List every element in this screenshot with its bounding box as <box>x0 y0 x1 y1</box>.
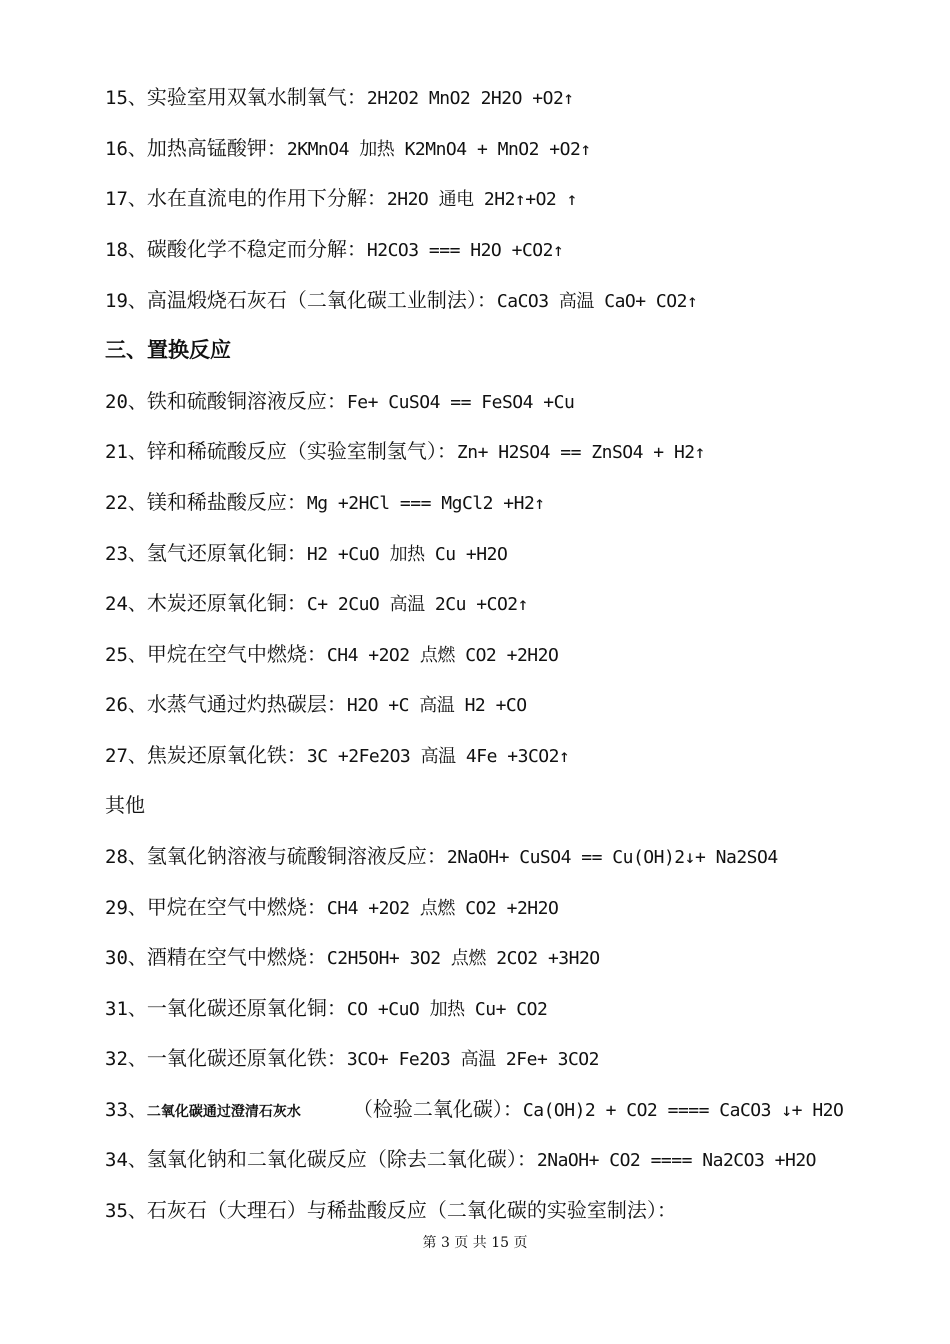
line-number: 23、 <box>105 543 147 565</box>
line-number: 30、 <box>105 947 147 969</box>
chemical-equation: Mg +2HCl === MgCl2 +H2↑ <box>306 493 545 514</box>
chemical-equation: CO +CuO 加热 Cu+ CO2 <box>346 999 548 1020</box>
line-text: 酒精在空气中燃烧： <box>146 945 327 969</box>
equation-line <box>105 232 563 266</box>
line-text: 氢气还原氧化铜： <box>146 541 307 565</box>
chemical-equation: 2NaOH+ CO2 ==== Na2CO3 +H2O <box>536 1150 816 1171</box>
line-text: 三、置换反应 <box>105 337 231 362</box>
line-number: 17、 <box>105 188 147 210</box>
chemical-equation: 3CO+ Fe2O3 高温 2Fe+ 3CO2 <box>346 1049 599 1070</box>
line-tail-text: （检验二氧化碳）： <box>352 1097 523 1121</box>
chemical-equation: Zn+ H2SO4 == ZnSO4 + H2↑ <box>456 442 705 463</box>
chemical-equation: CaCO3 高温 CaO+ CO2↑ <box>496 291 698 312</box>
chemical-equation: 2H2O 通电 2H2↑+O2 ↑ <box>386 189 577 210</box>
line-number: 25、 <box>105 644 147 666</box>
equation-line <box>105 586 528 620</box>
equation-line <box>105 434 705 468</box>
chemical-equation: 3C +2Fe2O3 高温 4Fe +3CO2↑ <box>306 746 570 767</box>
line-number: 31、 <box>105 998 147 1020</box>
line-text: 铁和硫酸铜溶液反应： <box>146 389 347 413</box>
chemical-equation: CH4 +2O2 点燃 CO2 +2H2O <box>326 645 559 666</box>
line-number: 16、 <box>105 138 147 160</box>
line-number: 35、 <box>105 1200 147 1222</box>
line-text: 一氧化碳还原氧化铜： <box>146 996 347 1020</box>
line-text: 镁和稀盐酸反应： <box>146 490 307 514</box>
line-number: 33、 <box>105 1099 147 1121</box>
equation-line <box>105 283 697 317</box>
line-text: 碳酸化学不稳定而分解： <box>146 237 367 261</box>
line-number: 19、 <box>105 290 147 312</box>
line-number: 20、 <box>105 391 147 413</box>
line-number: 27、 <box>105 745 147 767</box>
chemical-equation: H2O +C 高温 H2 +CO <box>346 695 527 716</box>
chemical-equation: Fe+ CuSO4 == FeSO4 +Cu <box>346 392 575 413</box>
line-text: 水在直流电的作用下分解： <box>146 186 387 210</box>
equation-line <box>105 80 574 114</box>
line-number: 24、 <box>105 593 147 615</box>
equation-line <box>105 687 527 721</box>
line-text: 甲烷在空气中燃烧： <box>146 895 327 919</box>
equation-line <box>105 940 600 974</box>
equation-line <box>105 890 558 924</box>
equation-line <box>105 738 569 772</box>
line-text: 焦炭还原氧化铁： <box>146 743 307 767</box>
line-text: 高温煅烧石灰石（二氧化碳工业制法）： <box>146 288 497 312</box>
equation-line <box>105 536 507 570</box>
line-number: 21、 <box>105 441 147 463</box>
equation-line <box>105 991 547 1025</box>
equation-line <box>105 839 778 873</box>
line-number: 34、 <box>105 1149 147 1171</box>
equation-line <box>105 637 558 671</box>
line-text: 甲烷在空气中燃烧： <box>146 642 327 666</box>
line-number: 32、 <box>105 1048 147 1070</box>
chemical-equation: 2NaOH+ CuSO4 == Cu(OH)2↓+ Na2SO4 <box>446 847 778 868</box>
line-number: 22、 <box>105 492 147 514</box>
line-text: 氢氧化钠和二氧化碳反应（除去二氧化碳）： <box>146 1147 537 1171</box>
line-text: 木炭还原氧化铜： <box>146 591 307 615</box>
equation-line <box>105 333 231 367</box>
line-text: 水蒸气通过灼热碳层： <box>146 692 347 716</box>
chemical-equation: C2H5OH+ 3O2 点燃 2CO2 +3H2O <box>326 948 600 969</box>
line-text: 实验室用双氧水制氧气： <box>146 85 367 109</box>
chemical-equation: C+ 2CuO 高温 2Cu +CO2↑ <box>306 594 528 615</box>
equation-line <box>105 1193 677 1227</box>
equation-line <box>105 788 145 822</box>
line-number: 18、 <box>105 239 147 261</box>
line-number: 15、 <box>105 87 147 109</box>
line-text: 二氧化碳通过澄清石灰水 <box>146 1104 301 1120</box>
equation-line <box>105 485 545 519</box>
chemical-equation: 2H2O2 MnO2 2H2O +O2↑ <box>366 88 574 109</box>
line-text: 氢氧化钠溶液与硫酸铜溶液反应： <box>146 844 447 868</box>
line-text: 其他 <box>105 793 145 817</box>
chemical-equation: H2CO3 === H2O +CO2↑ <box>366 240 564 261</box>
line-number: 28、 <box>105 846 147 868</box>
equation-line <box>105 384 574 418</box>
equation-line <box>105 1092 843 1126</box>
page-footer: 第 3 页 共 15 页 <box>422 1235 528 1251</box>
line-number: 29、 <box>105 897 147 919</box>
equation-line <box>105 1142 816 1176</box>
line-text: 锌和稀硫酸反应（实验室制氢气）： <box>146 439 457 463</box>
chemical-equation: H2 +CuO 加热 Cu +H2O <box>306 544 508 565</box>
chemical-equation: 2KMnO4 加热 K2MnO4 + MnO2 +O2↑ <box>286 139 591 160</box>
equation-line <box>105 1041 599 1075</box>
chemical-equation: Ca(OH)2 + CO2 ==== CaCO3 ↓+ H2O <box>522 1100 844 1121</box>
equation-line <box>105 131 591 165</box>
line-text: 石灰石（大理石）与稀盐酸反应（二氧化碳的实验室制法）： <box>146 1198 677 1222</box>
chemical-equation: CH4 +2O2 点燃 CO2 +2H2O <box>326 898 559 919</box>
line-text: 加热高锰酸钾： <box>146 136 287 160</box>
line-number: 26、 <box>105 694 147 716</box>
line-text: 一氧化碳还原氧化铁： <box>146 1046 347 1070</box>
equation-line <box>105 181 577 215</box>
